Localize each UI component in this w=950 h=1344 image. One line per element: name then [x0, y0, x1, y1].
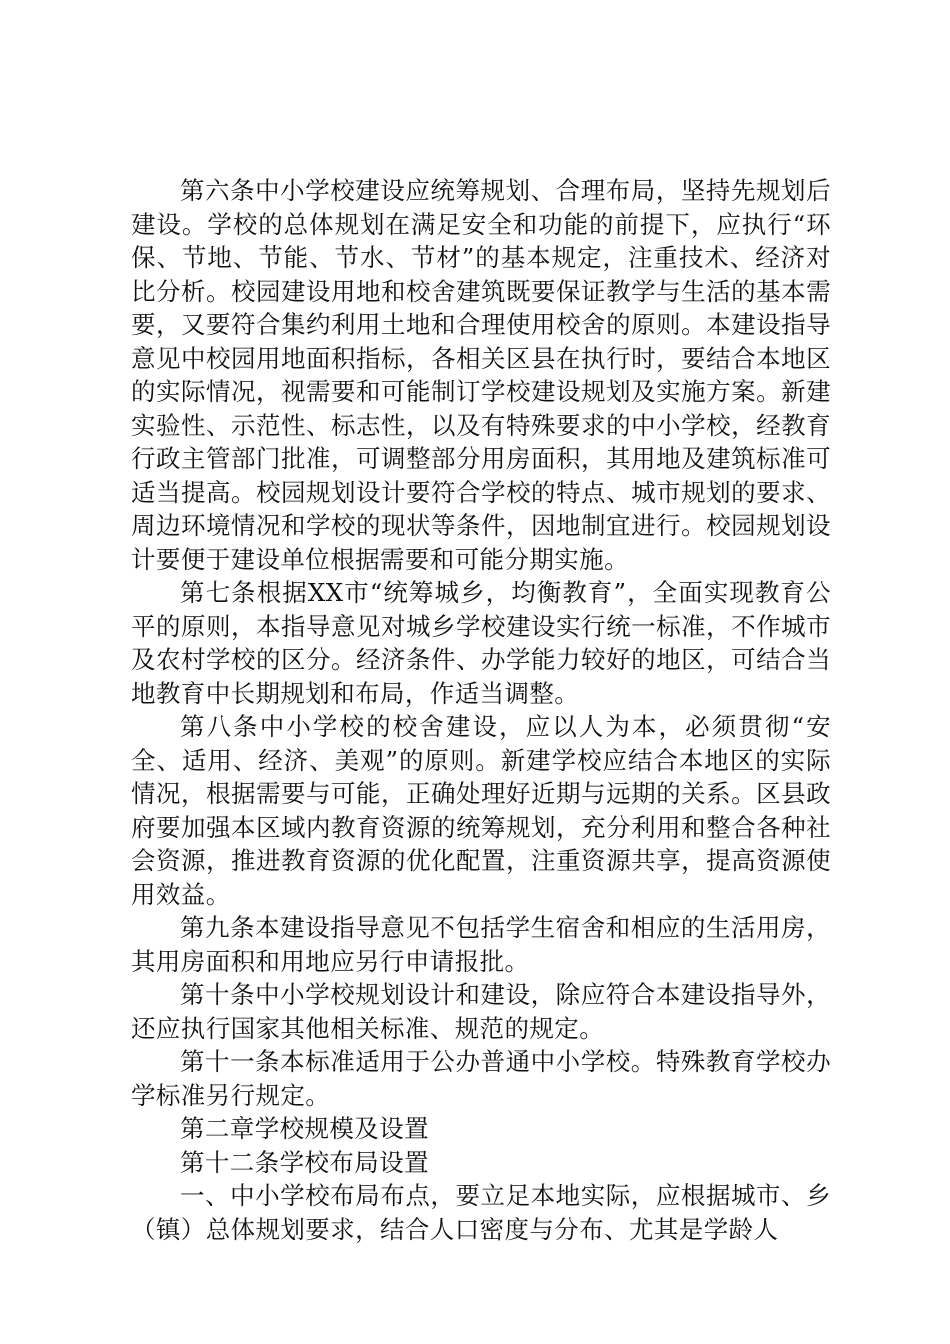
- document-body: [131, 174, 831, 1246]
- paragraph-item-1: 一、中小学校布局布点，要立足本地实际，应根据城市、乡（镇）总体规划要求，结合人口密度与分布、尤其是学龄人: [131, 1181, 831, 1244]
- paragraph-article-10: 第十条中小学校规划设计和建设，除应符合本建设指导外，还应执行国家其他相关标准、规范的规定。: [131, 980, 831, 1043]
- article-heading: 第十二条学校布局设置: [180, 1147, 429, 1177]
- paragraph-article-9: 第九条本建设指导意见不包括学生宿舍和相应的生活用房，其用房面积和用地应另行申请报批。: [131, 913, 831, 976]
- paragraph-article-7: 第七条根据XX市“统筹城乡，均衡教育”，全面实现教育公平的原则，本指导意见对城乡学校建设实行统一标准，不作城市及农村学校的区分。经济条件、办学能力较好的地区，可结合当地教育中长期规划和布局，作适当调整。: [131, 578, 831, 708]
- paragraph-article-8: 第八条中小学校的校舍建设，应以人为本，必须贯彻“安全、适用、经济、美观”的原则。新建学校应结合本地区的实际情况，根据需要与可能，正确处理好近期与远期的关系。区县政府要加强本区域内教育资源的统筹规划，充分利用和整合各种社会资源，推进教育资源的优化配置，注重资源共享，提高资源使用效益。: [131, 712, 831, 909]
- paragraph-article-11: 第十一条本标准适用于公办普通中小学校。特殊教育学校办学标准另行规定。: [131, 1047, 831, 1110]
- paragraph-article-6: 第六条中小学校建设应统筹规划、合理布局，坚持先规划后建设。学校的总体规划在满足安全和功能的前提下，应执行“环保、节地、节能、节水、节材”的基本规定，注重技术、经济对比分析。校园建设用地和校舍建筑既要保证教学与生活的基本需要，又要符合集约利用土地和合理使用校舍的原则。本建设指导意见中校园用地面积指标，各相关区县在执行时，要结合本地区的实际情况，视需要和可能制订学校建设规划及实施方案。新建实验性、示范性、标志性，以及有特殊要求的中小学校，经教育行政主管部门批准，可调整部分用房面积，其用地及建筑标准可适当提高。校园规划设计要符合学校的特点、城市规划的要求、周边环境情况和学校的现状等条件，因地制宜进行。校园规划设计要便于建设单位根据需要和可能分期实施。: [131, 176, 831, 574]
- chapter-heading: 第二章学校规模及设置: [180, 1114, 429, 1143]
